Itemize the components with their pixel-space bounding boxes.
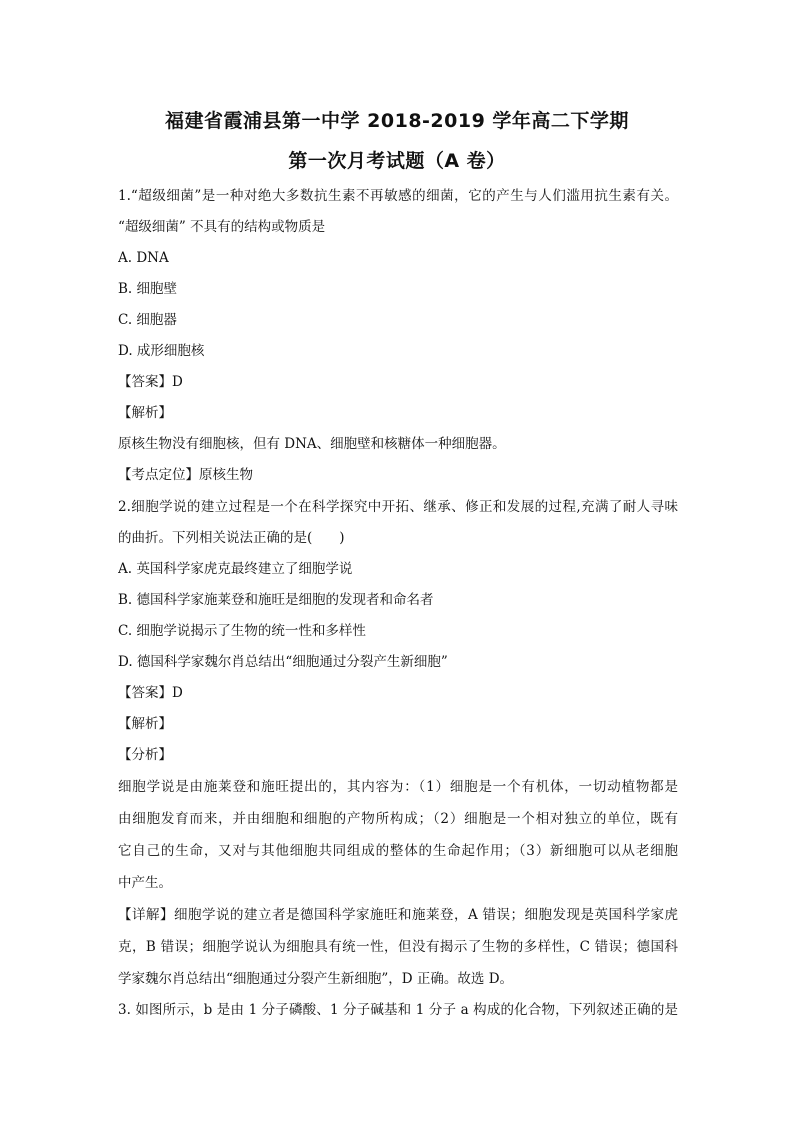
q1-analysis-heading: 【解析】 — [118, 405, 172, 421]
q1-answer: 【答案】D — [118, 374, 183, 390]
q2-analysis-heading: 【解析】 — [118, 716, 172, 732]
q2-option-b: B. 德国科学家施莱登和施旺是细胞的发现者和命名者 — [118, 592, 434, 608]
q2-option-d: D. 德国科学家魏尔肖总结出“细胞通过分裂产生新细胞” — [118, 654, 448, 670]
q1-option-a: A. DNA — [118, 250, 169, 266]
q3-stem-line1: 3. 如图所示，b 是由 1 分子磷酸、1 分子碱基和 1 分子 a 构成的化合物，下列叙述正确的是 — [118, 1002, 678, 1018]
q2-stem-line2: 的曲折。下列相关说法正确的是( ) — [118, 530, 345, 546]
q1-key-point: 【考点定位】原核生物 — [118, 467, 253, 483]
q2-fenxi-line3: 它自己的生命，又对与其他细胞共同组成的整体的生命起作用；（3）新细胞可以从老细胞 — [118, 843, 678, 859]
q1-option-d: D. 成形细胞核 — [118, 343, 205, 359]
q1-analysis-text: 原核生物没有细胞核，但有 DNA、细胞壁和核糖体一种细胞器。 — [118, 436, 506, 452]
q2-fenxi-heading: 【分析】 — [118, 747, 172, 763]
q1-stem-line2: “超级细菌” 不具有的结构或物质是 — [118, 219, 326, 235]
q1-stem-line1: 1.“超级细菌”是一种对绝大多数抗生素不再敏感的细菌，它的产生与人们滥用抗生素有关。 — [118, 188, 678, 204]
q2-detail-line1: 【详解】细胞学说的建立者是德国科学家施旺和施莱登，A 错误；细胞发现是英国科学家虎 — [118, 907, 678, 923]
q1-option-b: B. 细胞壁 — [118, 281, 178, 297]
q2-option-c: C. 细胞学说揭示了生物的统一性和多样性 — [118, 623, 366, 639]
q2-detail-line2: 克，B 错误；细胞学说认为细胞具有统一性，但没有揭示了生物的多样性，C 错误；德国科 — [118, 939, 678, 955]
q2-fenxi-line4: 中产生。 — [118, 875, 172, 891]
q2-stem-line1: 2.细胞学说的建立过程是一个在科学探究中开拓、继承、修正和发展的过程,充满了耐人寻味 — [118, 499, 678, 515]
q1-option-c: C. 细胞器 — [118, 312, 177, 328]
document-title-line2: 第一次月考试题（A 卷） — [288, 150, 506, 172]
q2-answer: 【答案】D — [118, 685, 183, 701]
document-title-line1: 福建省霞浦县第一中学 2018-2019 学年高二下学期 — [165, 110, 629, 132]
q2-detail-line3: 学家魏尔肖总结出“细胞通过分裂产生新细胞”，D 正确。故选 D。 — [118, 971, 514, 987]
q2-option-a: A. 英国科学家虎克最终建立了细胞学说 — [118, 561, 353, 577]
q2-fenxi-line1: 细胞学说是由施莱登和施旺提出的，其内容为：（1）细胞是一个有机体，一切动植物都是 — [118, 779, 678, 795]
q2-fenxi-line2: 由细胞发育而来，并由细胞和细胞的产物所构成；（2）细胞是一个相对独立的单位，既有 — [118, 811, 678, 827]
